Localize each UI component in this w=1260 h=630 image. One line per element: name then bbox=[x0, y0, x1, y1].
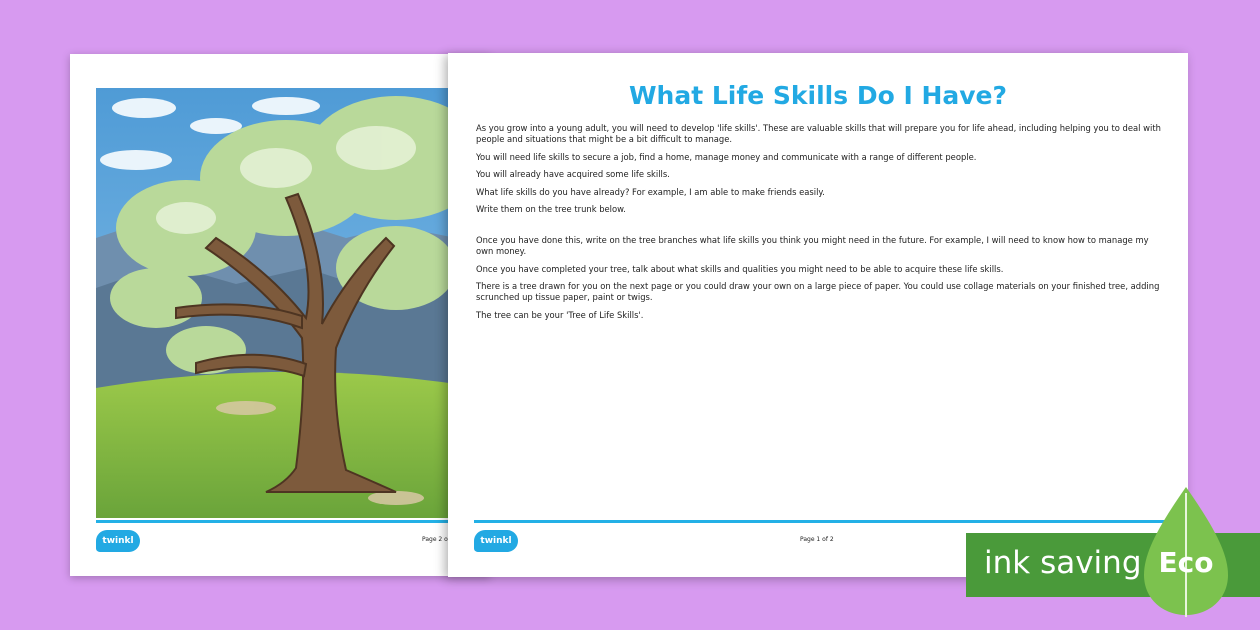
page-number: Page 1 of 2 bbox=[800, 536, 834, 543]
paragraph: You will need life skills to secure a job, find a home, manage money and communicate with a range of different people. bbox=[476, 151, 977, 162]
paragraph: Once you have done this, write on the tree branches what life skills you think you might need in the future. For example, I will need to know how to manage my own money. bbox=[476, 235, 1149, 256]
leaf-text: Eco bbox=[1158, 546, 1214, 579]
worksheet-body bbox=[476, 123, 1166, 327]
footer-rule bbox=[96, 520, 476, 523]
twinkl-logo: twinkl bbox=[96, 530, 140, 552]
paragraph: Once you have completed your tree, talk about what skills and qualities you might need to be able to acquire these life skills. bbox=[476, 263, 1004, 274]
eco-ink-saving-badge bbox=[966, 483, 1260, 630]
twinkl-logo: twinkl bbox=[474, 530, 518, 552]
paragraph: There is a tree drawn for you on the next page or you could draw your own on a large piece of paper. You could use collage materials on your finished tree, adding scrunched up tissue paper, paint or twigs. bbox=[476, 281, 1160, 302]
worksheet-page-2 bbox=[70, 54, 490, 576]
paragraph: The tree can be your 'Tree of Life Skills'. bbox=[476, 309, 644, 320]
page-title: What Life Skills Do I Have? bbox=[628, 81, 1008, 110]
badge-text: ink saving bbox=[984, 545, 1142, 581]
tree-landscape-image bbox=[96, 88, 456, 518]
paragraph: As you grow into a young adult, you will need to develop 'life skills'. These are valuable skills that will prepare you for life ahead, including helping you to deal with people and situations that might be a bit difficult to manage. bbox=[476, 123, 1161, 144]
paragraph: What life skills do you have already? For example, I am able to make friends easily. bbox=[476, 186, 825, 197]
tree-illustration bbox=[96, 88, 456, 518]
page-number: Page 2 o bbox=[422, 536, 448, 543]
paragraph: You will already have acquired some life skills. bbox=[476, 169, 670, 179]
paragraph: Write them on the tree trunk below. bbox=[476, 204, 626, 214]
